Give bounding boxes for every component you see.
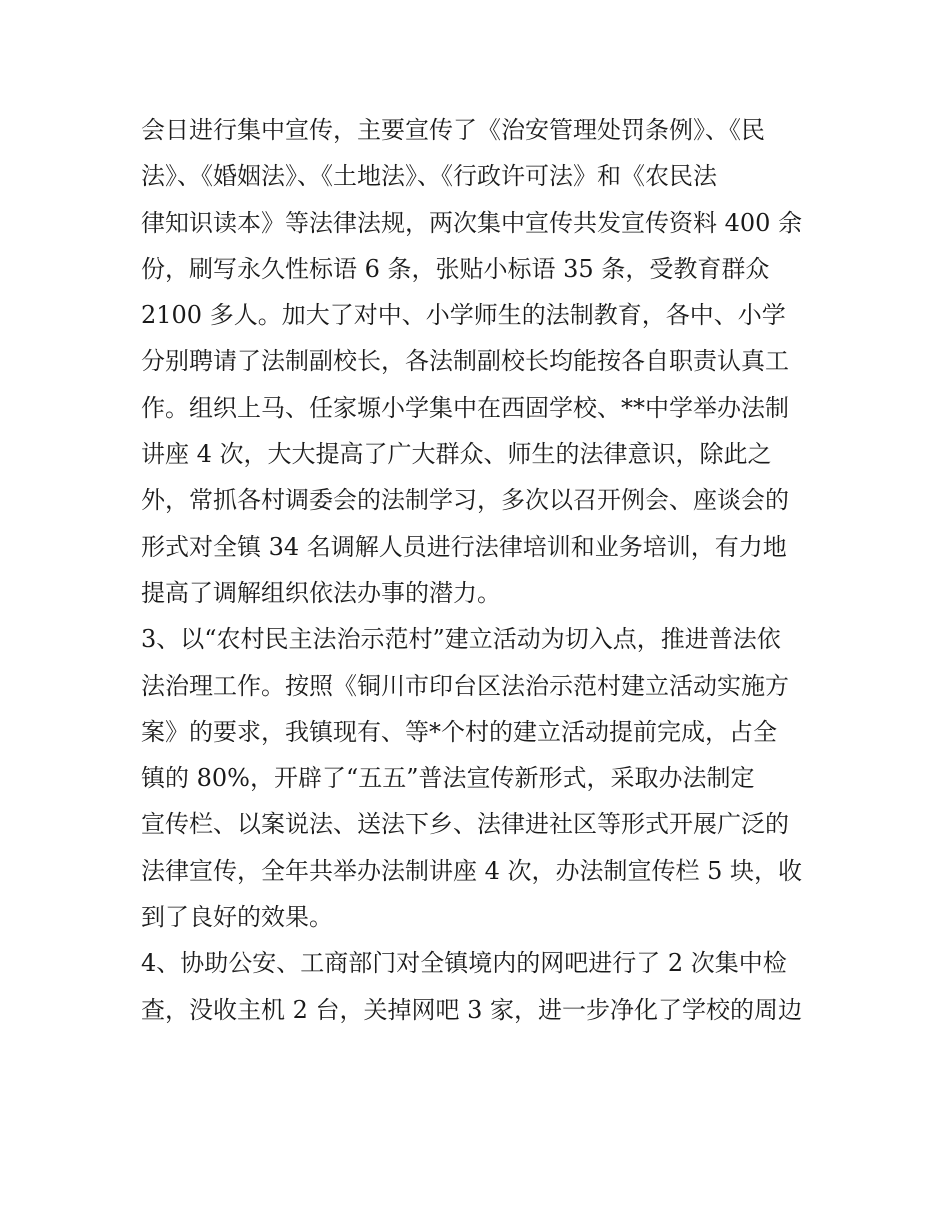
text-line: 3、以“农村民主法治示范村”建立活动为切入点，推进普法依 [141,625,781,654]
text-line: 镇的 80%，开辟了“五五”普法宣传新形式，采取办法制定 [141,764,755,793]
text-line: 分别聘请了法制副校长，各法制副校长均能按各自职责认真工 [141,347,789,376]
text-line: 4、协助公安、工商部门对全镇境内的网吧进行了 2 次集中检 [141,949,787,978]
text-line: 案》的要求，我镇现有、等*个村的建立活动提前完成，占全 [141,717,777,746]
text-line: 会日进行集中宣传，主要宣传了《治安管理处罚条例》、《民 [141,116,765,144]
text-line: 讲座 4 次，大大提高了广大群众、师生的法律意识，除此之 [141,440,772,469]
text-line: 外，常抓各村调委会的法制学习，多次以召开例会、座谈会的 [141,486,789,515]
text-line: 形式对全镇 34 名调解人员进行法律培训和业务培训，有力地 [141,532,787,561]
text-line: 2100 多人。加大了对中、小学师生的法制教育，各中、小学 [141,301,786,330]
text-line: 提高了调解组织依法办事的潜力。 [141,578,501,607]
text-line: 份，刷写永久性标语 6 条，张贴小标语 35 条，受教育群众 [141,254,770,283]
text-line: 查，没收主机 2 台，关掉网吧 3 家，进一步净化了学校的周边 [141,995,803,1024]
text-line: 到了良好的效果。 [141,903,333,932]
text-line: 法治理工作。按照《铜川市印台区法治示范村建立活动实施方 [141,671,789,700]
text-line: 宣传栏、以案说法、送法下乡、法律进社区等形式开展广泛的 [141,810,789,839]
text-line: 法律宣传，全年共举办法制讲座 4 次，办法制宣传栏 5 块，收 [141,856,803,885]
text-line: 律知识读本》等法律法规，两次集中宣传共发宣传资料 400 余 [141,208,803,237]
text-line: 法》、《婚姻法》、《土地法》、《行政许可法》和《农民法 [141,162,717,191]
text-line: 作。组织上马、任家塬小学集中在西固学校、**中学举办法制 [141,393,789,422]
body-text [141,107,821,1033]
